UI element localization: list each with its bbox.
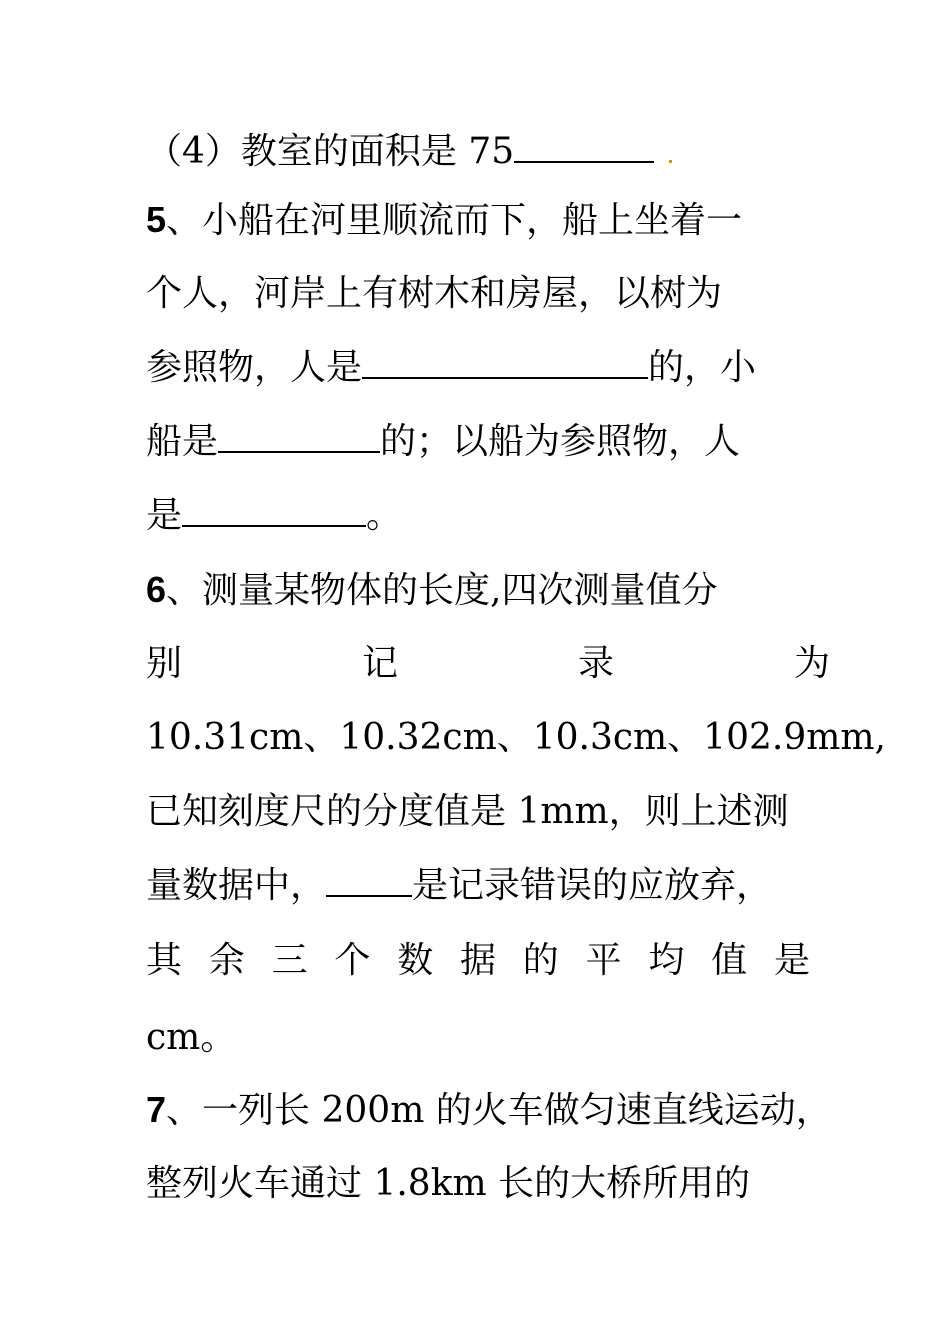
q6-char: 数 (397, 940, 434, 981)
q5-blank-person-boat[interactable] (182, 495, 366, 527)
q6-blank-wrong-value[interactable] (326, 865, 412, 897)
q6-number: 6 (146, 569, 167, 610)
q5-text-5a: 是 (146, 495, 183, 536)
q6-text-5b: 是记录错误的应放弃， (412, 865, 773, 906)
q5-line-5 (146, 495, 402, 537)
q6-line-3 (146, 717, 886, 759)
q5-line-1 (146, 199, 742, 241)
q6-char: 值 (711, 940, 748, 981)
q4-answer-blank[interactable] (514, 131, 654, 163)
q6-char: 其 (146, 940, 183, 981)
q6-char: 平 (585, 940, 622, 981)
q7-text-1: 、一列长 200m 的火车做匀速直线运动， (166, 1090, 832, 1131)
q6-char: 记 (361, 643, 398, 684)
q4-text: （4）教室的面积是 75 (146, 131, 515, 172)
q6-line-7 (146, 1017, 236, 1059)
q6-char: 的 (522, 940, 559, 981)
q7-line-1 (146, 1089, 832, 1131)
q5-blank-boat-tree[interactable] (218, 421, 380, 453)
q7-line-2 (146, 1163, 750, 1205)
q7-number: 7 (146, 1089, 167, 1130)
q5-text-2: 个人，河岸上有树木和房屋，以树为 (146, 273, 723, 314)
q6-char: 录 (577, 643, 614, 684)
q6-char: 个 (334, 940, 371, 981)
q5-text-3b: 的，小 (648, 347, 757, 388)
q5-text-4b: 的；以船为参照物，人 (380, 421, 741, 462)
q5-text-3a: 参照物，人是 (146, 347, 363, 388)
q6-text-7: cm。 (146, 1017, 237, 1058)
q6-char: 均 (648, 940, 685, 981)
stray-dot (669, 160, 672, 163)
q6-line-6 (146, 940, 810, 982)
q5-text-1: 、小船在河里顺流而下，船上坐着一 (166, 200, 743, 241)
q6-line-1 (146, 569, 717, 611)
q5-text-5b: 。 (366, 495, 403, 536)
q6-char: 是 (773, 940, 810, 981)
q7-text-2: 整列火车通过 1.8km 长的大桥所用的 (146, 1163, 751, 1204)
q4-line (146, 131, 654, 173)
q6-text-5a: 量数据中， (146, 865, 327, 906)
q6-char: 据 (459, 940, 496, 981)
q6-line-5 (146, 865, 772, 907)
q5-text-4a: 船是 (146, 421, 219, 462)
q6-char: 为 (793, 643, 830, 684)
q6-line-4 (146, 791, 789, 833)
q6-char: 三 (271, 940, 308, 981)
q5-line-2 (146, 273, 722, 315)
q5-blank-person-tree[interactable] (362, 347, 648, 379)
q6-text-1: 、测量某物体的长度,四次测量值分 (166, 570, 718, 611)
q5-number: 5 (146, 199, 167, 240)
q6-measurements: 10.31cm、10.32cm、10.3cm、102.9mm, (146, 717, 886, 758)
q5-line-4 (146, 421, 740, 463)
q6-char: 别 (146, 643, 183, 684)
q6-text-4: 已知刻度尺的分度值是 1mm，则上述测 (146, 791, 789, 832)
q6-char: 余 (208, 940, 245, 981)
q5-line-3 (146, 347, 756, 389)
q6-line-2 (146, 643, 830, 685)
